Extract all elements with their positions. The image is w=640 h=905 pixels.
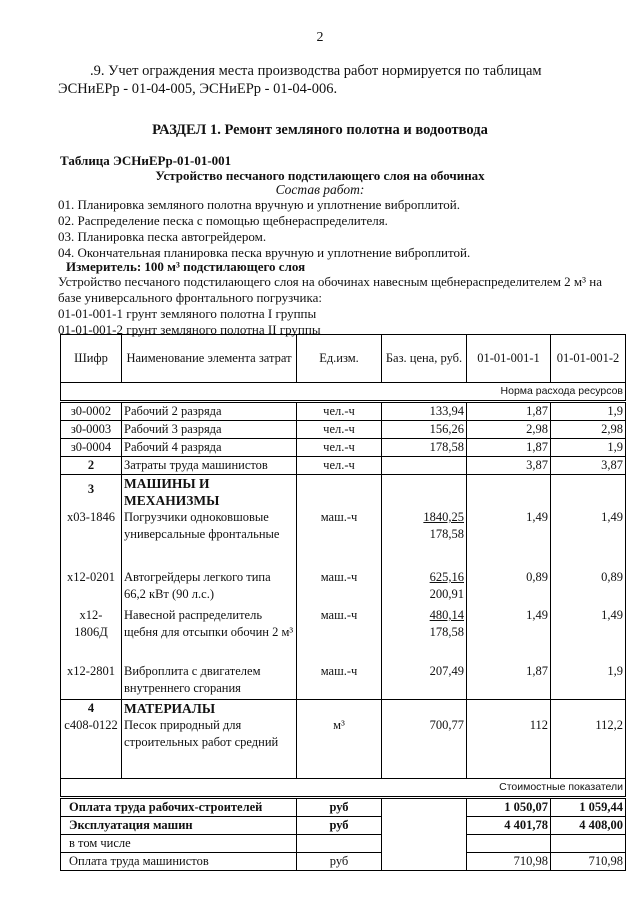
price-base: 625,16 <box>429 570 464 584</box>
cost-row <box>61 817 626 835</box>
row-code: с408-0122 <box>61 717 122 779</box>
row-name: Навесной распределитель щебня для отсыпки обочин 2 м³ <box>122 603 297 659</box>
row-code: з0-0003 <box>61 421 122 439</box>
table-row <box>61 439 626 457</box>
row-price <box>382 509 467 565</box>
row-price: 700,77 <box>382 717 467 779</box>
empty-cell <box>382 817 467 835</box>
description-line: 01-01-001-1 грунт земляного полотна I группы <box>58 306 317 321</box>
row-unit: маш.-ч <box>297 659 382 699</box>
row-code: з0-0004 <box>61 439 122 457</box>
cost-unit <box>297 835 382 853</box>
table-row <box>61 402 626 421</box>
row-value-1: 2,98 <box>467 421 551 439</box>
row-value-1: 112 <box>467 717 551 779</box>
row-value-2: 112,2 <box>551 717 626 779</box>
norm-label-row <box>61 383 626 402</box>
empty-cell <box>297 475 382 510</box>
row-price: 156,26 <box>382 421 467 439</box>
row-unit: чел.-ч <box>297 457 382 475</box>
cost-value-2 <box>551 835 626 853</box>
row-unit: маш.-ч <box>297 603 382 659</box>
row-name: Рабочий 4 разряда <box>122 439 297 457</box>
cost-name: Эксплуатация машин <box>61 817 297 835</box>
description-line: 01-01-001-2 грунт земляного полотна II группы <box>58 322 321 337</box>
row-unit: чел.-ч <box>297 402 382 421</box>
row-unit: м³ <box>297 717 382 779</box>
work-step: 02. Распределение песка с помощью щебнераспределителя. <box>58 213 388 228</box>
row-price: 133,94 <box>382 402 467 421</box>
row-code: 2 <box>61 457 122 475</box>
work-step: 01. Планировка земляного полотна вручную и уплотнение виброплитой. <box>58 197 460 212</box>
intro-line-2: ЭСНиЕРр - 01-04-005, ЭСНиЕРр - 01-04-006. <box>58 81 338 97</box>
row-unit: чел.-ч <box>297 421 382 439</box>
table-row <box>61 457 626 475</box>
table-row <box>61 565 626 603</box>
row-value-1: 1,49 <box>467 603 551 659</box>
intro-line-1: .9. Учет ограждения места производства работ нормируется по таблицам <box>90 63 542 79</box>
table-row <box>61 421 626 439</box>
row-name: Автогрейдеры легкого типа 66,2 кВт (90 л.с.) <box>122 565 297 603</box>
row-unit: чел.-ч <box>297 439 382 457</box>
price-base: 1840,25 <box>423 510 464 524</box>
row-code: х03-1846 <box>61 509 122 565</box>
empty-cell <box>382 835 467 853</box>
page-number: 2 <box>316 30 324 45</box>
cost-value-2: 710,98 <box>551 853 626 871</box>
cost-value-1: 1 050,07 <box>467 798 551 817</box>
row-value-2: 1,9 <box>551 439 626 457</box>
row-value-2: 2,98 <box>551 421 626 439</box>
empty-cell <box>382 798 467 817</box>
row-name: Затраты труда машинистов <box>122 457 297 475</box>
header-unit: Ед.изм. <box>297 335 382 383</box>
cost-row <box>61 853 626 871</box>
header-col2: 01-01-001-2 <box>551 335 626 383</box>
cost-unit: руб <box>297 798 382 817</box>
row-value-2: 1,9 <box>551 659 626 699</box>
section-title: РАЗДЕЛ 1. Ремонт земляного полотна и водоотвода <box>152 122 488 138</box>
row-code: х12-2801 <box>61 659 122 699</box>
description-line: базе универсального фронтального погрузчика: <box>58 290 322 305</box>
price-operator: 178,58 <box>429 625 464 639</box>
empty-cell <box>297 699 382 717</box>
intro-paragraph <box>58 62 608 98</box>
row-name: Погрузчики одноковшовые универсальные фронтальные <box>122 509 297 565</box>
table-row <box>61 509 626 565</box>
row-name: Песок природный для строительных работ средний <box>122 717 297 779</box>
row-price <box>382 457 467 475</box>
price-operator: 200,91 <box>429 587 464 601</box>
row-unit: маш.-ч <box>297 565 382 603</box>
table-row <box>61 717 626 779</box>
empty-cell <box>382 853 467 871</box>
cost-name: в том числе <box>61 835 297 853</box>
row-code: з0-0002 <box>61 402 122 421</box>
group-row-materials <box>61 699 626 717</box>
row-name: Рабочий 3 разряда <box>122 421 297 439</box>
row-value-2: 0,89 <box>551 565 626 603</box>
group-name: МАШИНЫ И МЕХАНИЗМЫ <box>122 475 297 510</box>
row-value-1: 1,49 <box>467 509 551 565</box>
row-value-2: 1,49 <box>551 603 626 659</box>
row-value-1: 1,87 <box>467 402 551 421</box>
price-base: 480,14 <box>429 608 464 622</box>
cost-value-2: 4 408,00 <box>551 817 626 835</box>
work-steps <box>58 197 470 261</box>
row-value-1: 1,87 <box>467 439 551 457</box>
group-code: 4 <box>61 699 122 717</box>
resource-table <box>60 334 626 871</box>
work-step: 04. Окончательная планировка песка вручную и уплотнение виброплитой. <box>58 245 471 260</box>
table-header-row <box>61 335 626 383</box>
cost-row <box>61 835 626 853</box>
table-row <box>61 603 626 659</box>
cost-value-1 <box>467 835 551 853</box>
description-line: Устройство песчаного подстилающего слоя на обочинах навесным щебнераспределителем 2 м³ на <box>58 274 603 289</box>
cost-unit: руб <box>297 817 382 835</box>
group-code: 3 <box>61 475 122 510</box>
row-name: Виброплита с двигателем внутреннего сгорания <box>122 659 297 699</box>
cost-value-1: 4 401,78 <box>467 817 551 835</box>
row-value-1: 0,89 <box>467 565 551 603</box>
cost-label: Стоимостные показатели <box>61 779 626 798</box>
row-price: 207,49 <box>382 659 467 699</box>
cost-value-2: 1 059,44 <box>551 798 626 817</box>
empty-cell <box>467 699 551 717</box>
empty-cell <box>382 699 467 717</box>
row-value-2: 3,87 <box>551 457 626 475</box>
row-value-1: 3,87 <box>467 457 551 475</box>
cost-label-row <box>61 779 626 798</box>
row-code: х12-0201 <box>61 565 122 603</box>
row-price <box>382 603 467 659</box>
group-row-machines <box>61 475 626 510</box>
table-row <box>61 659 626 699</box>
price-operator: 178,58 <box>429 527 464 541</box>
work-step: 03. Планировка песка автогрейдером. <box>58 229 267 244</box>
cost-unit: руб <box>297 853 382 871</box>
empty-cell <box>551 475 626 510</box>
header-col1: 01-01-001-1 <box>467 335 551 383</box>
cost-name: Оплата труда машинистов <box>61 853 297 871</box>
group-name: МАТЕРИАЛЫ <box>122 699 297 717</box>
empty-cell <box>382 475 467 510</box>
row-code: х12-1806Д <box>61 603 122 659</box>
row-unit: маш.-ч <box>297 509 382 565</box>
norm-label: Норма расхода ресурсов <box>61 383 626 402</box>
empty-cell <box>467 475 551 510</box>
header-name: Наименование элемента затрат <box>122 335 297 383</box>
row-name: Рабочий 2 разряда <box>122 402 297 421</box>
row-price <box>382 565 467 603</box>
header-code: Шифр <box>61 335 122 383</box>
cost-value-1: 710,98 <box>467 853 551 871</box>
row-value-2: 1,9 <box>551 402 626 421</box>
row-price: 178,58 <box>382 439 467 457</box>
cost-row <box>61 798 626 817</box>
table-name: Таблица ЭСНиЕРр-01-01-001 <box>60 153 232 168</box>
measure-unit: Измеритель: 100 м³ подстилающего слоя <box>66 259 306 274</box>
table-subtitle: Устройство песчаного подстилающего слоя на обочинах <box>155 168 485 183</box>
row-value-1: 1,87 <box>467 659 551 699</box>
header-price: Баз. цена, руб. <box>382 335 467 383</box>
empty-cell <box>551 699 626 717</box>
cost-name: Оплата труда рабочих-строителей <box>61 798 297 817</box>
description <box>58 274 608 338</box>
composition-heading: Состав работ: <box>275 182 365 197</box>
row-value-2: 1,49 <box>551 509 626 565</box>
